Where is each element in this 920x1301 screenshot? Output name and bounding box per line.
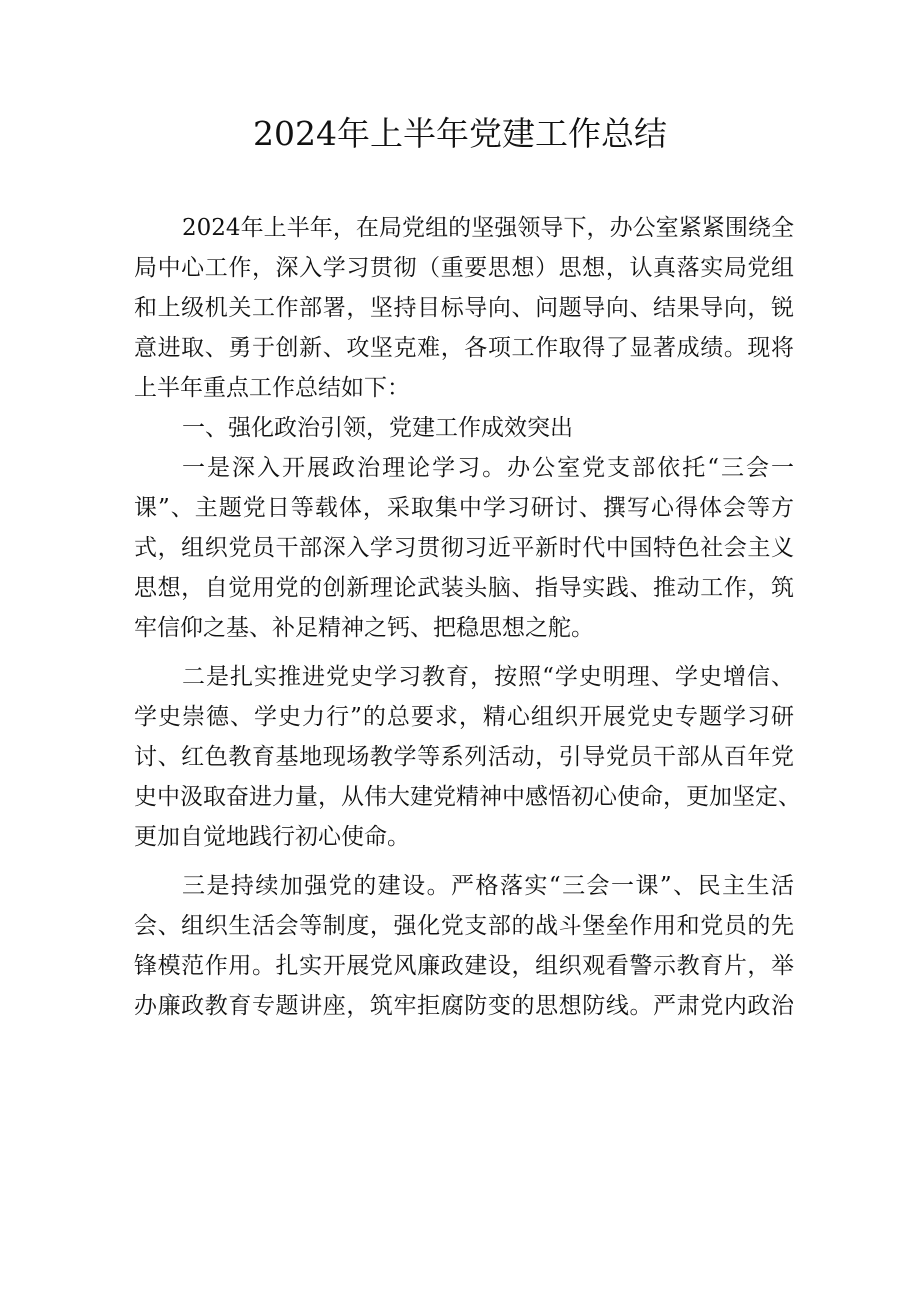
paragraph-line: 史中汲取奋进力量，从伟大建党精神中感悟初心使命，更加坚定、 [134,784,801,810]
paragraph-line: 讨、红色教育基地现场教学等系列活动，引导党员干部从百年党 [134,744,794,770]
paragraph-line: 2024年上半年，在局党组的坚强领导下，办公室紧紧围绕全 [182,215,794,241]
paragraph-line: 更加自觉地践行初心使命。 [134,824,410,850]
paragraph-line: 会、组织生活会等制度，强化党支部的战斗堡垒作用和党员的先 [134,913,794,939]
paragraph-line: 锋模范作用。扎实开展党风廉政建设，组织观看警示教育片，举 [134,953,794,979]
paragraph-line: 办廉政教育专题讲座，筑牢拒腐防变的思想防线。严肃党内政治 [134,993,794,1019]
paragraph-line: 课”、主题党日等载体，采取集中学习研讨、撰写心得体会等方 [134,495,794,521]
paragraph-line: 上半年重点工作总结如下： [134,375,410,401]
document-title: 2024年上半年党建工作总结 [253,114,667,153]
paragraph-line: 局中心工作，深入学习贯彻（重要思想）思想，认真落实局党组 [134,255,794,281]
paragraph-line: 学史崇德、学史力行”的总要求，精心组织开展党史专题学习研 [134,704,794,730]
paragraph-line: 和上级机关工作部署，坚持目标导向、问题导向、结果导向，锐 [134,295,794,321]
paragraph-line: 式，组织党员干部深入学习贯彻习近平新时代中国特色社会主义 [134,535,794,561]
paragraph-line: 意进取、勇于创新、攻坚克难，各项工作取得了显著成绩。现将 [134,335,794,361]
section-heading: 一、强化政治引领，党建工作成效突出 [182,415,573,441]
paragraph-line: 牢信仰之基、补足精神之钙、把稳思想之舵。 [134,615,594,641]
paragraph-line: 二是扎实推进党史学习教育，按照“学史明理、学史增信、 [182,664,794,690]
paragraph-line: 一是深入开展政治理论学习。办公室党支部依托“三会一 [182,455,794,481]
paragraph-line: 三是持续加强党的建设。严格落实“三会一课”、民主生活 [182,873,794,899]
paragraph-line: 思想，自觉用党的创新理论武装头脑、指导实践、推动工作，筑 [134,575,794,601]
document-body [134,208,801,1026]
